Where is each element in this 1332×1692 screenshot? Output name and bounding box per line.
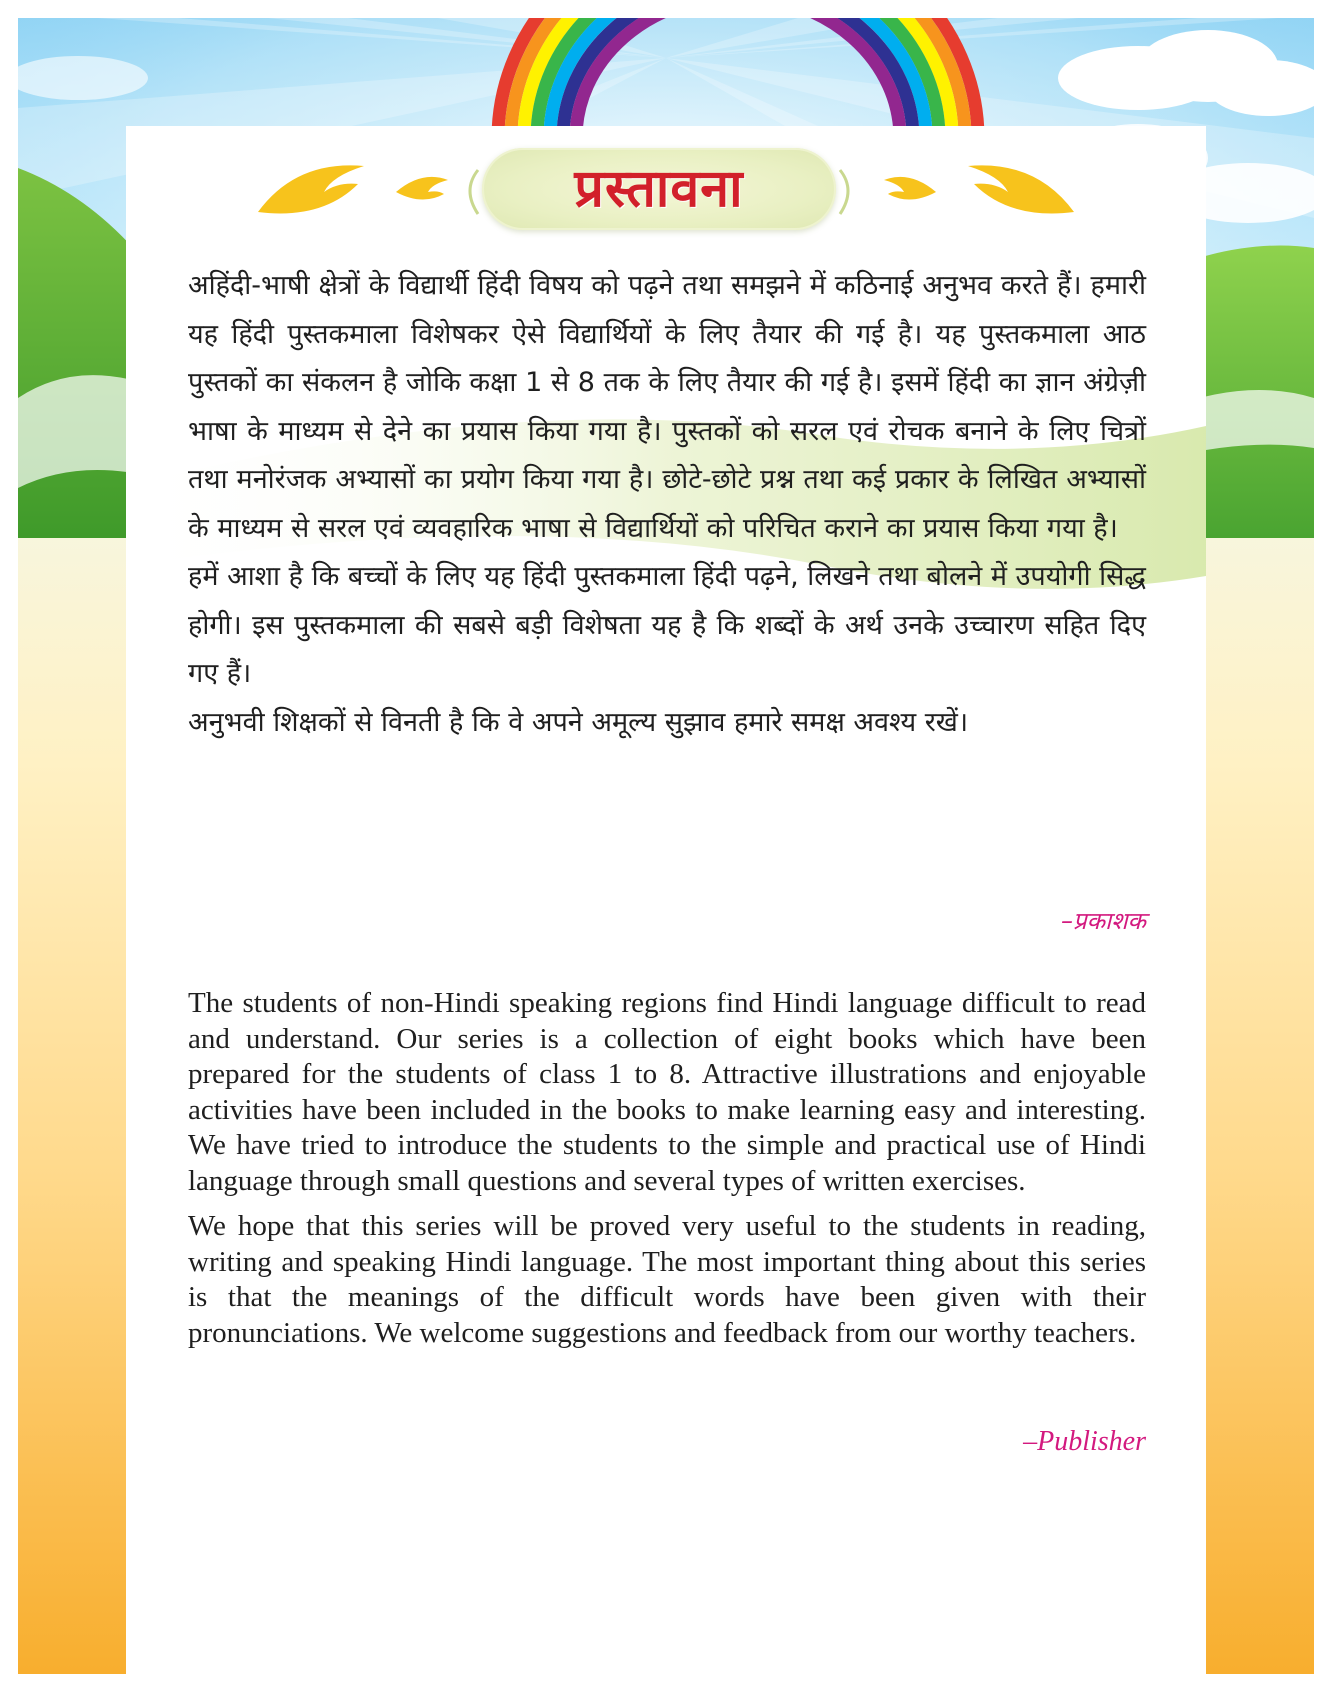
english-paragraph: We hope that this series will be proved very useful to the students in reading, writing and speaking Hindi language. The most important thing about this series is that the meanings of the difficult words have been given with their pronunciations. We welcome suggestions and feedback from our worthy teachers. xyxy=(188,1210,1146,1349)
hindi-paragraph: अनुभवी शिक्षकों से विनती है कि वे अपने अमूल्य सुझाव हमारे समक्ष अवश्य रखें। xyxy=(188,706,969,738)
content-panel xyxy=(126,126,1206,1674)
english-paragraph: The students of non-Hindi speaking regions find Hindi language difficult to read and understand. Our series is a collection of eight books which have been prepared for the students of class 1 to 8. Attractive illustrations and enjoyable activities have been included in the books to make learning easy and interesting. We have tried to introduce the students to the simple and practical use of Hindi language through small questions and several types of written exercises. xyxy=(188,987,1146,1197)
hindi-paragraph: अहिंदी-भाषी क्षेत्रों के विद्यार्थी हिंदी विषय को पढ़ने तथा समझने में कठिनाई अनुभव करते हैं। हमारी यह हिंदी पुस्तकमाला विशेषकर ऐसे विद्यार्थियों के लिए तैयार की गई है। यह पुस्तकमाला आठ पुस्तकों का संकलन है जोकि कक्षा 1 से 8 तक के लिए तैयार की गई है। इसमें हिंदी का ज्ञान अंग्रेज़ी भाषा के माध्यम से देने का प्रयास किया गया है। पुस्तकों को सरल एवं रोचक बनाने के लिए चित्रों तथा मनोरंजक अभ्यासों का प्रयोग किया गया है। छोटे-छोटे प्रश्न तथा कई प्रकार के लिखित अभ्यासों के माध्यम से सरल एवं व्यवहारिक भाषा से विद्यार्थियों को परिचित कराने का प्रयास किया गया है। xyxy=(188,270,1146,544)
bird-icon xyxy=(968,165,1074,213)
hindi-signature: –प्रकाशक xyxy=(1060,907,1146,935)
page-title: प्रस्तावना xyxy=(574,159,744,219)
decorative-background xyxy=(18,18,1314,1674)
english-preface-text xyxy=(188,986,1146,1361)
bird-icon xyxy=(884,177,936,200)
bird-icon xyxy=(396,177,448,200)
page-header xyxy=(126,140,1206,252)
bird-icon xyxy=(258,165,364,213)
hindi-preface-text xyxy=(188,262,1146,747)
hindi-paragraph: हमें आशा है कि बच्चों के लिए यह हिंदी पुस्तकमाला हिंदी पढ़ने, लिखने तथा बोलने में उपयोगी सिद्ध होगी। इस पुस्तकमाला की सबसे बड़ी विशेषता यह है कि शब्दों के अर्थ उनके उच्चारण सहित दिए गए हैं। xyxy=(188,561,1146,689)
english-signature: –Publisher xyxy=(1023,1426,1146,1457)
